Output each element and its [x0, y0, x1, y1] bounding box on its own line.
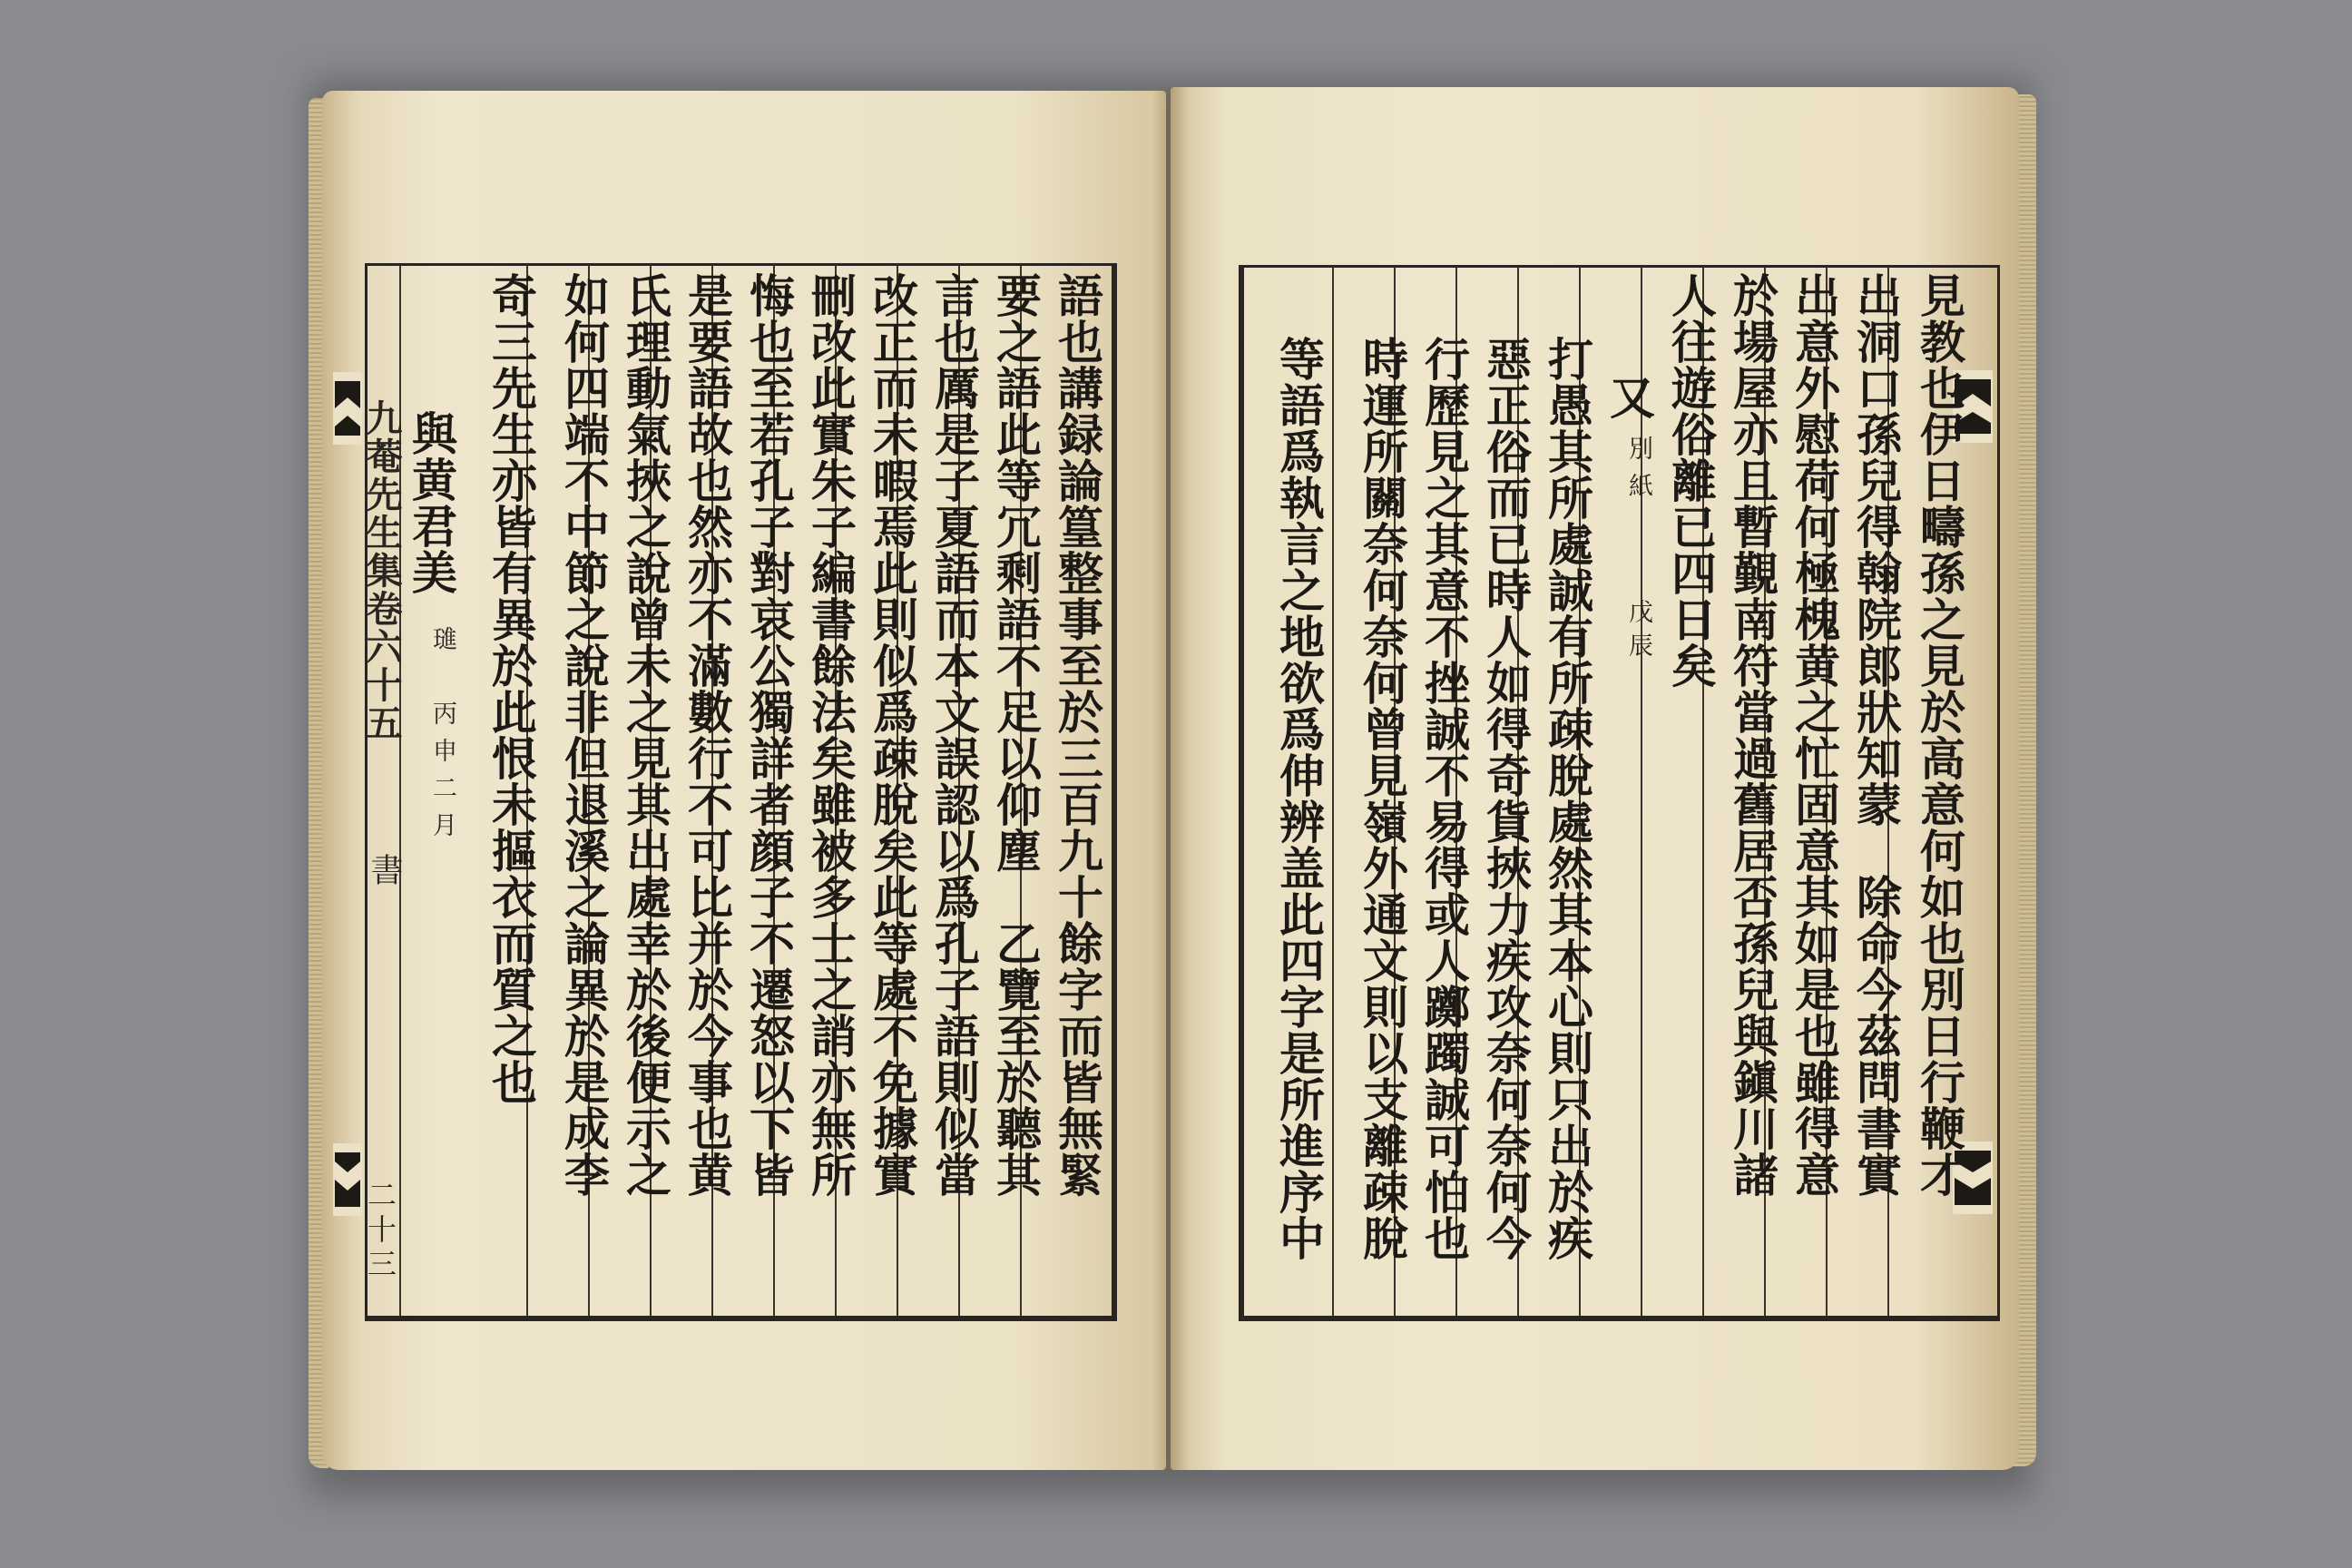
right-heading-note-1: 別紙 — [1624, 436, 1652, 510]
right-text-column: 惡正俗而已時人如得奇貨挾力疾攻奈何奈何今 — [1479, 336, 1533, 1261]
right-text-column: 等語爲執言之地欲爲伸辨盖此四字是所進序中 — [1272, 336, 1326, 1261]
letter-title: 與黄君美 — [405, 410, 458, 595]
right-text-column: 打愚其所處誠有所疎脫處然其本心則只出於疾 — [1541, 336, 1594, 1261]
left-text-column: 如何四端不中節之說非但退溪之論異於是成李 — [557, 272, 611, 1198]
left-text-column: 刪改此實朱子編書餘法矣雖被多士之誚亦無所 — [804, 272, 858, 1198]
left-fold-mark-bottom-icon — [333, 1143, 362, 1216]
left-text-column: 言也厲是子夏語而本文誤認以爲孔子語則似當 — [927, 272, 981, 1198]
left-text-column: 要之語此等冗剩語不足以仰塵 乙覽至於聽其 — [989, 272, 1043, 1198]
right-text-column: 出洞口孫兒得翰院郎狀知蒙 除命今茲問書實 — [1849, 272, 1903, 1198]
left-text-column: 改正而未暇焉此則似爲疎脫矣此等處不免據實 — [866, 272, 919, 1198]
letter-note: 璡 丙申二月 — [428, 626, 456, 849]
collection-title: 九菴先生集卷六十五 — [360, 399, 403, 742]
left-text-column: 語也講録論篁整事至於三百九十餘字而皆無緊 — [1051, 272, 1104, 1198]
right-text-column: 出意外慰荷何極槐黄之忙固意其如是也雖得意 — [1788, 272, 1841, 1198]
right-text-column: 人往遊俗離已四日矣 — [1664, 272, 1718, 689]
right-text-column: 見教也伊日疇孫之見於高意何如也別日行鞭才 — [1913, 272, 1966, 1198]
column-rule — [1641, 267, 1642, 1316]
page-number: 二十三 — [363, 1180, 397, 1283]
right-text-column: 於場屋亦且暫覲南符當過舊居否孫兒與鎭川諸 — [1726, 272, 1779, 1198]
book-gutter — [1152, 87, 1189, 1474]
right-heading-note-2: 戊辰 — [1624, 599, 1652, 666]
left-text-column: 悔也至若孔子對哀公獨詳者顔子不遷怒以下皆 — [742, 272, 796, 1198]
column-rule — [1332, 267, 1334, 1316]
left-text-column: 是要語故也然亦不滿數行不可比并於今事也黄 — [681, 272, 734, 1198]
right-section-heading: 又 — [1602, 374, 1656, 420]
left-bottom-rule — [365, 1316, 1114, 1319]
left-text-column: 氏理動氣挾之說曾未之見其出處幸於後便示之 — [619, 272, 672, 1198]
left-text-column: 奇三先生亦皆有異於此恨未摳衣而質之也 — [485, 272, 538, 1105]
category-label: 書 — [366, 853, 403, 893]
right-text-column: 時運所關奈何奈何曾見嶺外通文則以支離疎脫 — [1356, 336, 1409, 1261]
right-bottom-rule — [1239, 1316, 1997, 1319]
right-text-column: 行歷見之其意不挫誠不易得或人躑躅誠可怕也 — [1417, 336, 1471, 1261]
